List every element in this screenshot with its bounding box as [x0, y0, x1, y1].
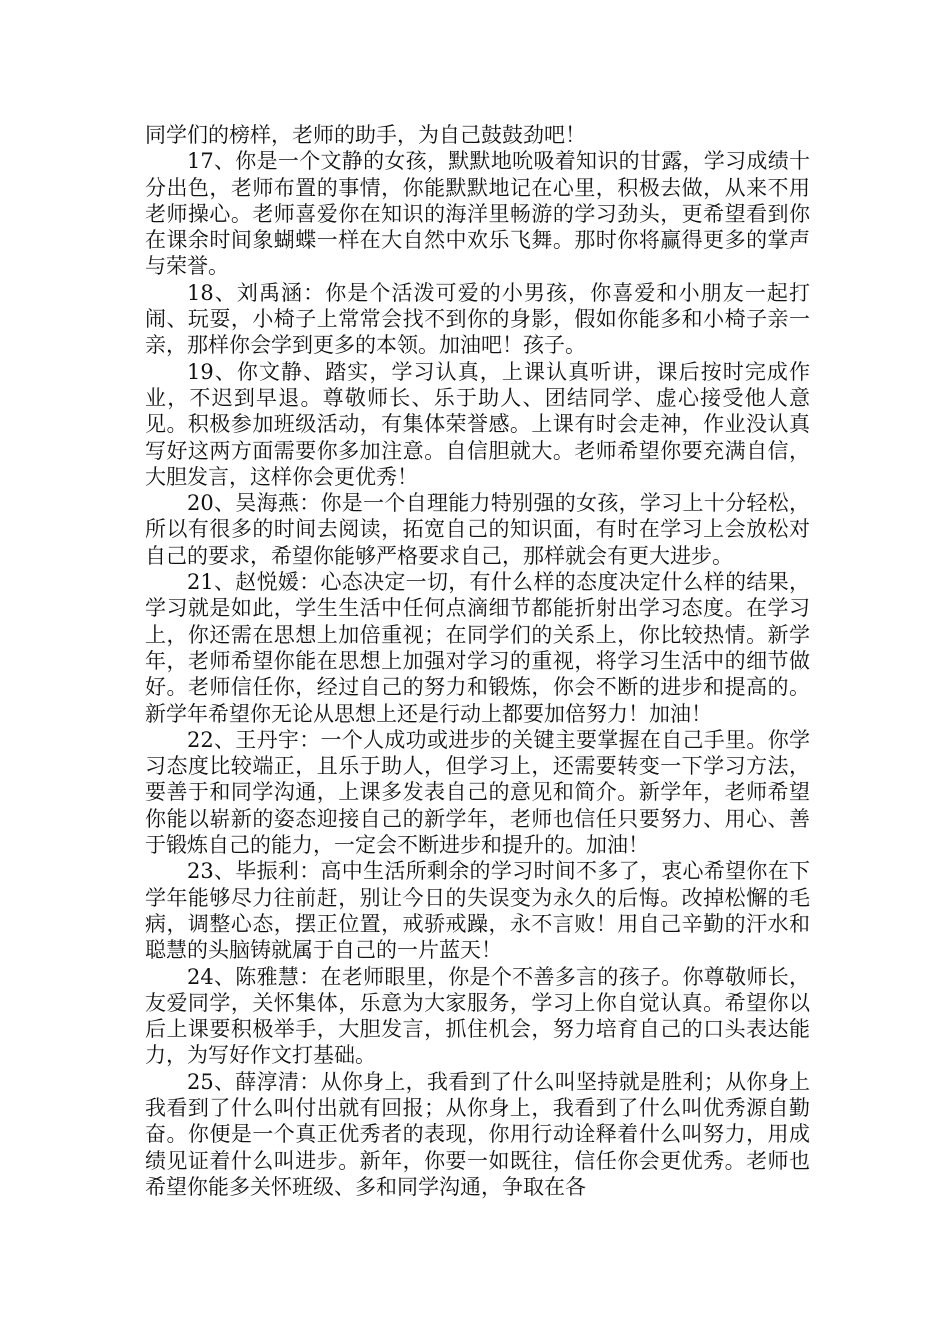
paragraph-continuation: 同学们的榜样，老师的助手，为自己鼓鼓劲吧！ — [145, 123, 586, 147]
paragraph-comment-20: 20、吴海燕：你是一个自理能力特别强的女孩，学习上十分轻松，所以有很多的时间去阅读，拓宽自己的知识面，有时在学习上会放松对自己的要求，希望你能够严格要求自己，那样就会有更大进步。 — [145, 491, 810, 568]
paragraph-comment-18: 18、刘禹涵：你是个活泼可爱的小男孩，你喜爱和小朋友一起打闹、玩耍，小椅子上常常会找不到你的身影，假如你能多和小椅子亲一亲，那样你会学到更多的本领。加油吧！孩子。 — [145, 280, 810, 358]
paragraph-comment-24: 24、陈雅慧：在老师眼里，你是个不善多言的孩子。你尊敬师长，友爱同学，关怀集体，乐意为大家服务，学习上你自觉认真。希望你以后上课要积极举手，大胆发言，抓住机会，努力培育自己的口头表达能力，为写好作文打基础。 — [145, 964, 810, 1068]
paragraph-comment-21: 21、赵悦媛：心态决定一切，有什么样的态度决定什么样的结果，学习就是如此，学生生活中任何点滴细节都能折射出学习态度。在学习上，你还需在思想上加倍重视；在同学们的关系上，你比较热情。新学年，老师希望你能在思想上加强对学习的重视，将学习生活中的细节做好。老师信任你，经过自己的努力和锻炼，你会不断的进步和提高的。新学年希望你无论从思想上还是行动上都要加倍努力！加油！ — [145, 570, 810, 726]
paragraph-comment-19: 19、你文静、踏实，学习认真，上课认真听讲，课后按时完成作业，不迟到早退。尊敬师长、乐于助人、团结同学、虚心接受他人意见。积极参加班级活动，有集体荣誉感。上课有时会走神，作业没认真写好这两方面需要你多加注意。自信胆就大。老师希望你要充满自信，大胆发言，这样你会更优秀！ — [145, 359, 810, 489]
document-page — [145, 122, 810, 1200]
paragraph-comment-25: 25、薛淳清：从你身上，我看到了什么叫坚持就是胜利；从你身上我看到了什么叫付出就有回报；从你身上，我看到了什么叫优秀源自勤奋。你便是一个真正优秀者的表现，你用行动诠释着什么叫努力，用成绩见证着什么叫进步。新年，你要一如既往，信任你会更优秀。老师也希望你能多关怀班级、多和同学沟通，争取在各 — [145, 1069, 810, 1199]
paragraph-comment-22: 22、王丹宇：一个人成功或进步的关键主要掌握在自己手里。你学习态度比较端正，且乐于助人，但学习上，还需要转变一下学习方法，要善于和同学沟通，上课多发表自己的意见和简介。新学年，老师希望你能以崭新的姿态迎接自己的新学年，老师也信任只要努力、用心、善于锻炼自己的能力，一定会不断进步和提升的。加油！ — [145, 727, 810, 858]
paragraph-comment-17: 17、你是一个文静的女孩，默默地吮吸着知识的甘露，学习成绩十分出色，老师布置的事情，你能默默地记在心里，积极去做，从来不用老师操心。老师喜爱你在知识的海洋里畅游的学习劲头，更希望看到你在课余时间象蝴蝶一样在大自然中欢乐飞舞。那时你将赢得更多的掌声与荣誉。 — [145, 149, 810, 279]
paragraph-comment-23: 23、毕振利：高中生活所剩余的学习时间不多了，衷心希望你在下学年能够尽力往前赶，别让今日的失误变为永久的后悔。改掉松懈的毛病，调整心态，摆正位置，戒骄戒躁，永不言败！用自己辛勤的汗水和聪慧的头脑铸就属于自己的一片蓝天！ — [145, 859, 810, 963]
